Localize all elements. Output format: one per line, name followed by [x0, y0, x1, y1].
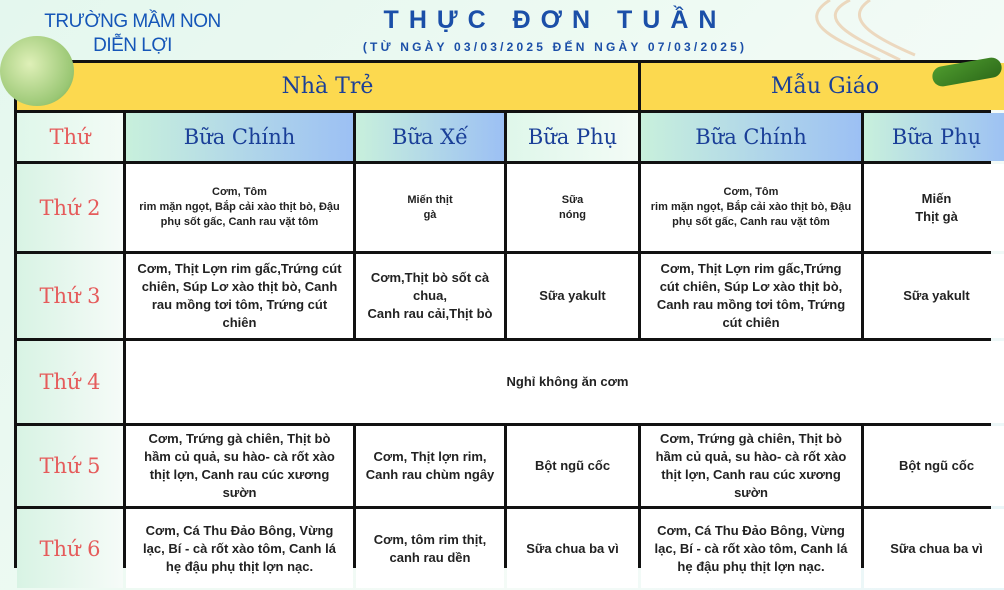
header-nt-xe: Bữa Xế: [356, 113, 504, 161]
cell: Cơm, Thịt Lợn rim gấc,Trứng cút chiên, Súp Lơ xào thịt bò, Canh rau mồng tơi tôm, Trứng cút chiên: [126, 254, 353, 338]
cell: Bột ngũ cốc: [864, 426, 1004, 506]
cell: Cơm, Cá Thu Đảo Bông, Vừng lạc, Bí - cà rốt xào tôm, Canh lá hẹ đậu phụ thịt lợn nạc.: [641, 509, 861, 588]
menu-table: [14, 60, 991, 574]
cell: Cơm, Thịt lợn rim, Canh rau chùm ngây: [356, 426, 504, 506]
group-nha-tre: Nhà Trẻ: [17, 63, 638, 110]
cell: Sữa chua ba vì: [864, 509, 1004, 588]
group-mau-giao: Mẫu Giáo: [641, 63, 1004, 110]
date-range: (TỪ NGÀY 03/03/2025 ĐẾN NGÀY 07/03/2025): [362, 40, 748, 54]
cell: Cơm, Trứng gà chiên, Thịt bò hầm củ quả, su hào- cà rốt xào thịt lợn, Canh rau cúc xương sườn: [126, 426, 353, 506]
cabbage-icon: [0, 36, 74, 106]
cell: Sữa yakult: [864, 254, 1004, 338]
cell: Cơm, tôm rim thịt, canh rau dền: [356, 509, 504, 588]
day-label: Thứ 5: [17, 426, 123, 506]
cell: Cơm, Trứng gà chiên, Thịt bò hầm củ quả, su hào- cà rốt xào thịt lợn, Canh rau cúc xương sườn: [641, 426, 861, 506]
page-title: THỰC ĐƠN TUẦN: [383, 6, 727, 34]
cell: Miến thịt gà: [356, 164, 504, 251]
header-nt-chinh: Bữa Chính: [126, 113, 353, 161]
day-label: Thứ 6: [17, 509, 123, 588]
cell: Miến Thịt gà: [864, 164, 1004, 251]
holiday-note: Nghỉ không ăn cơm: [126, 341, 1004, 423]
cell: Cơm, Cá Thu Đảo Bông, Vừng lạc, Bí - cà rốt xào tôm, Canh lá hẹ đậu phụ thịt lợn nạc.: [126, 509, 353, 588]
header-nt-phu: Bữa Phụ: [507, 113, 638, 161]
day-label: Thứ 3: [17, 254, 123, 338]
cell: Cơm, Tôm rim mặn ngọt, Bắp cải xào thịt bò, Đậu phụ sốt gấc, Canh rau vặt tôm: [126, 164, 353, 251]
cell: Cơm,Thịt bò sốt cà chua, Canh rau cải,Thịt bò: [356, 254, 504, 338]
day-label: Thứ 2: [17, 164, 123, 251]
cell: Cơm, Thịt Lợn rim gấc,Trứng cút chiên, Súp Lơ xào thịt bò, Canh rau mồng tơi tôm, Trứng cút chiên: [641, 254, 861, 338]
school-line1: TRƯỜNG MẦM NON: [44, 11, 221, 32]
cell: Sữa nóng: [507, 164, 638, 251]
cell: Sữa yakult: [507, 254, 638, 338]
school-line2: DIỄN LỢI: [93, 35, 172, 56]
cell: Cơm, Tôm rim mặn ngọt, Bắp cải xào thịt bò, Đậu phụ sốt gấc, Canh rau vặt tôm: [641, 164, 861, 251]
day-label: Thứ 4: [17, 341, 123, 423]
header-mg-chinh: Bữa Chính: [641, 113, 861, 161]
cell: Bột ngũ cốc: [507, 426, 638, 506]
cell: Sữa chua ba vì: [507, 509, 638, 588]
header-mg-phu: Bữa Phụ: [864, 113, 1004, 161]
header-thu: Thứ: [17, 113, 123, 161]
